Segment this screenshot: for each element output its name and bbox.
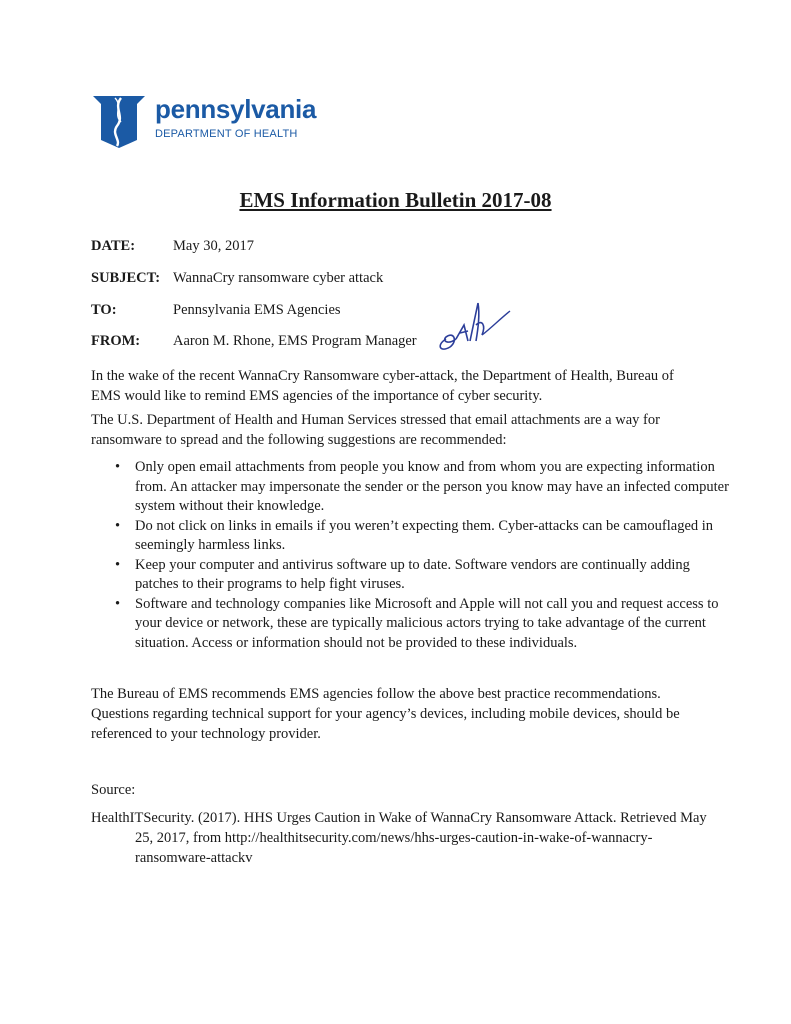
bulletin-title: EMS Information Bulletin 2017-08 (239, 188, 552, 212)
list-item (115, 517, 735, 556)
signature-icon (434, 295, 514, 357)
recommendation-list (91, 458, 735, 653)
bullet-icon: • (115, 517, 121, 534)
source-citation: HealthITSecurity. (2017). HHS Urges Caution in Wake of WannaCry Ransomware Attack. Retrieved May 25, 2017, from http://healthitsecurity.com/news/hhs-urges-caution-in-wake-of-wannacry-ransomware-attackv (91, 810, 707, 866)
list-item (115, 458, 735, 517)
logo-wordmark: pennsylvania (155, 94, 317, 124)
subject-row (91, 270, 384, 287)
to-value: Pennsylvania EMS Agencies (173, 302, 341, 318)
keystone-logo-icon (91, 90, 147, 148)
bullet-icon: • (115, 556, 121, 573)
from-label: FROM: (91, 333, 141, 349)
list-item-text: Keep your computer and antivirus software up to date. Software vendors are continually adding patches to their programs to help fight viruses. (135, 556, 690, 592)
intro-paragraph: In the wake of the recent WannaCry Ransomware cyber-attack, the Department of Health, Bureau of EMS would like to remind EMS agencies of the importance of cyber security. (91, 368, 674, 404)
subject-value: WannaCry ransomware cyber attack (173, 270, 384, 286)
bullet-icon: • (115, 459, 121, 475)
to-label: TO: (91, 302, 117, 318)
closing-paragraph: The Bureau of EMS recommends EMS agencies follow the above best practice recommendations. Questions regarding technical support for your agency’s devices, including mobile devices, should be referenced to your technology provider. (91, 686, 680, 742)
list-item-text: Do not click on links in emails if you weren’t expecting them. Cyber-attacks can be camouflaged in seemingly harmless links. (135, 517, 714, 553)
date-label: DATE: (91, 238, 136, 254)
list-item (115, 556, 735, 595)
to-row (91, 302, 341, 319)
from-row (91, 333, 417, 350)
list-item-text: Only open email attachments from people you know and from whom you are expecting information from. An attacker may impersonate the sender or the person you know may have an infected computer system without their knowledge. (135, 459, 729, 514)
logo-subtitle: DEPARTMENT OF HEALTH (155, 128, 298, 140)
date-value: May 30, 2017 (173, 238, 254, 254)
date-row (91, 238, 254, 255)
source-label: Source: (91, 782, 136, 798)
pa-health-logo (91, 90, 331, 150)
list-item-text: Software and technology companies like Microsoft and Apple will not call you and request access to your device or network, these are typically malicious actors trying to take advantage of the current situation. Access or information should not be provided to these individuals. (135, 595, 719, 651)
bullet-icon: • (115, 595, 121, 612)
list-item (115, 595, 735, 654)
hhs-paragraph: The U.S. Department of Health and Human Services stressed that email attachments are a way for ransomware to spread and the following suggestions are recommended: (91, 412, 660, 448)
from-value: Aaron M. Rhone, EMS Program Manager (173, 333, 417, 349)
subject-label: SUBJECT: (91, 270, 161, 286)
